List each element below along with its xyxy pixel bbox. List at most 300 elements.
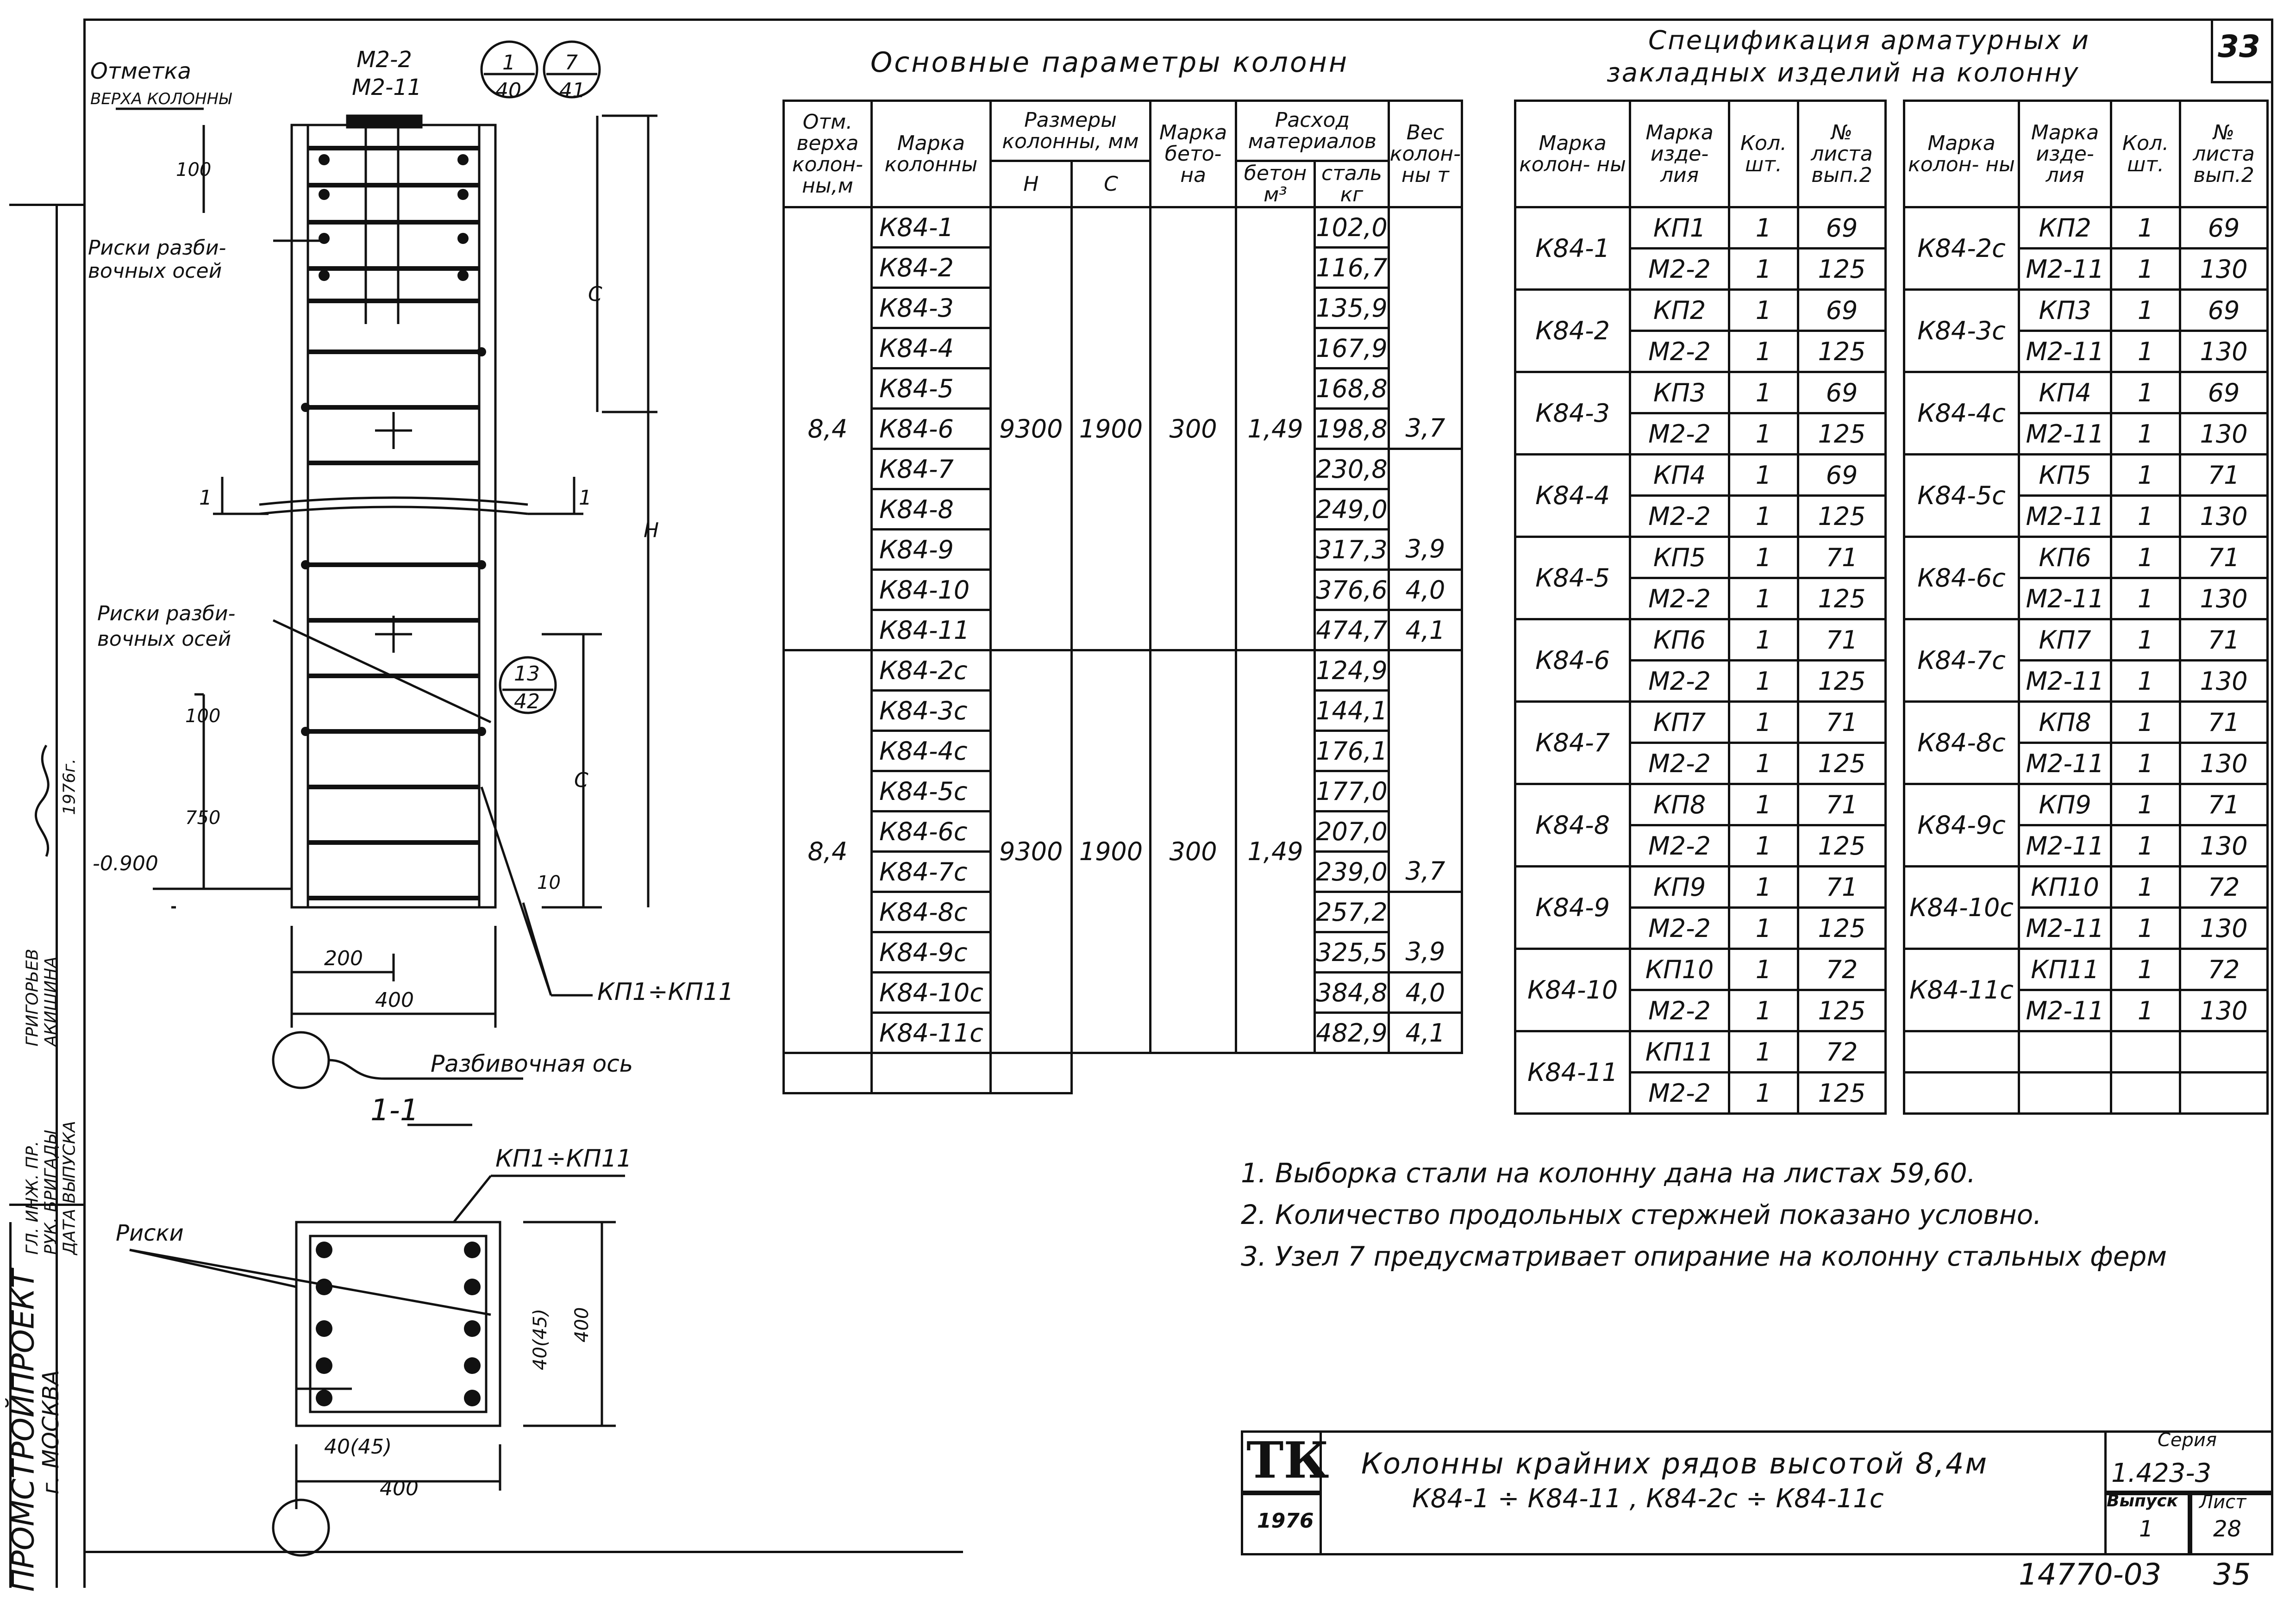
top-elev-label-2: ВЕРХА КОЛОННЫ bbox=[90, 90, 231, 108]
steel-cell: 376,6 bbox=[1315, 570, 1389, 610]
table-row bbox=[784, 650, 1462, 691]
steel-cell: 325,5 bbox=[1315, 932, 1389, 973]
steel-cell: 167,9 bbox=[1315, 328, 1389, 368]
sheet-cell: 71 bbox=[2180, 537, 2268, 578]
column-mark-cell: К84-3 bbox=[1515, 372, 1630, 455]
grade-cell: 300 bbox=[1151, 207, 1236, 650]
qty-cell: 1 bbox=[2111, 743, 2180, 784]
svg-text:С: С bbox=[588, 282, 602, 306]
qty-cell: 1 bbox=[2111, 661, 2180, 702]
column-mark-cell: К84-4с bbox=[1904, 372, 2019, 455]
empty-cell bbox=[2111, 1031, 2180, 1073]
column-mark-cell: К84-7с bbox=[1904, 619, 2019, 702]
sheet-cell: 71 bbox=[1798, 619, 1886, 661]
svg-text:Риски разби-: Риски разби- bbox=[88, 236, 226, 260]
table-row bbox=[1904, 702, 2268, 743]
sheet-cell: 130 bbox=[2180, 908, 2268, 949]
weight-cell bbox=[1389, 691, 1462, 731]
svg-text:400: 400 bbox=[380, 1477, 419, 1500]
steel-cell: 177,0 bbox=[1315, 771, 1389, 811]
sheet-cell: 71 bbox=[1798, 867, 1886, 908]
qty-cell: 1 bbox=[2111, 413, 2180, 455]
sheet-cell: 125 bbox=[1798, 413, 1886, 455]
tk-logo: ТК bbox=[1246, 1431, 1329, 1490]
sheet-cell: 69 bbox=[2180, 207, 2268, 249]
svg-text:1: 1 bbox=[579, 486, 592, 510]
spec-table-left: Марка колон- ны Марка изде- лия Кол. шт. № листа вып.2 К84-1 КП1 1 69 М2-2 1 125 К84-2 КП2 1 69 М2-2 1 125 К84-3 КП3 1 69 М2-2 1 125 К84-4 КП4 1 69 М2-2 1 125 К84-5 КП5 1 71 М2-2 1 125 К84-6 КП6 1 71 М2-2 1 125 К84-7 КП7 1 71 М2-2 1 125 К84-8 КП8 1 71 М2-2 1 125 К84-9 КП9 1 71 М2-2 1 125 К84-10 КП10 1 72 М2-2 1 125 К84-11 КП11 1 72 М2-2 1 125 bbox=[1514, 100, 1887, 1115]
item-mark-cell: КП11 bbox=[1630, 1031, 1729, 1073]
mark-cell: К84-8 bbox=[871, 489, 990, 530]
steel-cell: 207,0 bbox=[1315, 811, 1389, 852]
column-mark-cell: К84-6 bbox=[1515, 619, 1630, 702]
weight-cell: 4,1 bbox=[1389, 1013, 1462, 1053]
mark-cell: К84-4с bbox=[871, 731, 990, 771]
table-row bbox=[1515, 784, 1886, 825]
table-row bbox=[1515, 372, 1886, 413]
item-mark-cell: М2-11 bbox=[2019, 413, 2111, 455]
sheet-cell: 69 bbox=[1798, 290, 1886, 331]
column-mark-cell: К84-3с bbox=[1904, 290, 2019, 372]
sheet-cell: 125 bbox=[1798, 496, 1886, 537]
svg-text:С: С bbox=[574, 768, 588, 792]
series-number: 1.423-3 bbox=[2111, 1458, 2212, 1488]
sheet-cell: 130 bbox=[2180, 578, 2268, 619]
svg-text:КП1÷КП11: КП1÷КП11 bbox=[597, 978, 734, 1006]
table-row bbox=[1904, 207, 2268, 249]
svg-text:Риски: Риски bbox=[116, 1220, 184, 1246]
qty-cell: 1 bbox=[1729, 1073, 1798, 1114]
steel-cell: 474,7 bbox=[1315, 610, 1389, 650]
svg-text:200: 200 bbox=[324, 947, 363, 970]
item-mark-cell: М2-2 bbox=[1630, 908, 1729, 949]
mark-cell: К84-11с bbox=[871, 1013, 990, 1053]
steel-cell: 135,9 bbox=[1315, 288, 1389, 328]
weight-cell: 3,9 bbox=[1389, 932, 1462, 973]
sheet-cell: 71 bbox=[1798, 784, 1886, 825]
steel-cell: 144,1 bbox=[1315, 691, 1389, 731]
item-mark-cell: КП1 bbox=[1630, 207, 1729, 249]
svg-text:7: 7 bbox=[565, 51, 578, 75]
qty-cell: 1 bbox=[1729, 537, 1798, 578]
params-table: Отм. верха колон- ны,м Марка колонны Размеры колонны, мм Марка бето- на Расход материалов Вес колон- ны т Н С бетон м³ сталь кг 8,4 К84-1 9300 1900 300 1,49 102,0 К84-2 116,7 К84-3 135,9 К84-4 167,9 К84-5 168,8 К84-6 198,8 3,7 К84-7 230,8 К84-8 249,0 К84-9 317,3 3,9 К84-10 376,6 4,0 К84-11 474,7 4,1 8,4 К84-2с 9300 1900 300 1,49 124,9 К84-3с 144,1 К84-4с 176,1 К84-5с 177,0 К84-6с 207,0 К84-7с 239,0 3,7 К84-8с 257,2 К84-9с 325,5 3,9 К84-10с 384,8 4,0 К84-11с 482,9 4,1 bbox=[782, 100, 1463, 1094]
mark-cell: К84-7с bbox=[871, 852, 990, 892]
column-mark-cell: К84-2с bbox=[1904, 207, 2019, 290]
svg-text:42: 42 bbox=[514, 690, 540, 713]
svg-text:41: 41 bbox=[559, 79, 585, 102]
qty-cell: 1 bbox=[1729, 331, 1798, 372]
svg-text:-0.900: -0.900 bbox=[93, 852, 158, 875]
qty-cell: 1 bbox=[1729, 496, 1798, 537]
item-mark-cell: М2-2 bbox=[1630, 825, 1729, 867]
column-mark-cell: К84-9 bbox=[1515, 867, 1630, 949]
weight-cell bbox=[1389, 207, 1462, 248]
item-mark-cell: М2-2 bbox=[1630, 496, 1729, 537]
table-row bbox=[1515, 537, 1886, 578]
empty-cell bbox=[990, 1053, 1071, 1093]
sheet-cell: 130 bbox=[2180, 249, 2268, 290]
sheet-cell: 125 bbox=[1798, 578, 1886, 619]
item-mark-cell: КП8 bbox=[1630, 784, 1729, 825]
sheet-cell: 130 bbox=[2180, 331, 2268, 372]
qty-cell: 1 bbox=[1729, 825, 1798, 867]
weight-cell bbox=[1389, 811, 1462, 852]
item-mark-cell: М2-11 bbox=[2019, 825, 2111, 867]
qty-cell: 1 bbox=[1729, 455, 1798, 496]
item-mark-cell: КП7 bbox=[2019, 619, 2111, 661]
item-mark-cell: М2-11 bbox=[2019, 331, 2111, 372]
sheet-cell: 125 bbox=[1798, 661, 1886, 702]
qty-cell: 1 bbox=[2111, 207, 2180, 249]
mark-cell: К84-6 bbox=[871, 409, 990, 449]
qty-cell: 1 bbox=[2111, 578, 2180, 619]
qty-cell: 1 bbox=[1729, 990, 1798, 1031]
table-row bbox=[1515, 207, 1886, 249]
item-mark-cell: М2-11 bbox=[2019, 990, 2111, 1031]
qty-cell: 1 bbox=[2111, 537, 2180, 578]
archive-number: 14770-03 bbox=[2019, 1558, 2162, 1592]
table-row-empty bbox=[784, 1053, 1462, 1093]
svg-text:100: 100 bbox=[185, 705, 221, 727]
item-mark-cell: КП3 bbox=[2019, 290, 2111, 331]
item-mark-cell: М2-2 bbox=[1630, 743, 1729, 784]
params-title: Основные параметры колонн bbox=[870, 46, 1349, 79]
svg-text:100: 100 bbox=[176, 159, 212, 181]
sheet-cell: 125 bbox=[1798, 1073, 1886, 1114]
note-1: 1. Выборка стали на колонну дана на листах 59,60. bbox=[1241, 1157, 1976, 1189]
column-mark-cell: К84-9с bbox=[1904, 784, 2019, 867]
qty-cell: 1 bbox=[2111, 455, 2180, 496]
title-line-2: К84-1 ÷ К84-11 , К84-2с ÷ К84-11с bbox=[1412, 1484, 1884, 1514]
h-cell: 9300 bbox=[990, 650, 1071, 1053]
steel-cell: 198,8 bbox=[1315, 409, 1389, 449]
item-mark-cell: КП9 bbox=[2019, 784, 2111, 825]
sheet-cell: 125 bbox=[1798, 249, 1886, 290]
mark-cell: К84-5 bbox=[871, 368, 990, 409]
title-line-1: Колонны крайних рядов высотой 8,4м bbox=[1361, 1447, 1989, 1480]
table-row bbox=[1515, 1031, 1886, 1073]
mark-cell: К84-4 bbox=[871, 328, 990, 368]
item-mark-cell: М2-11 bbox=[2019, 249, 2111, 290]
table-row bbox=[1515, 867, 1886, 908]
c-cell: 1900 bbox=[1071, 650, 1151, 1053]
sheet-cell: 72 bbox=[1798, 1031, 1886, 1073]
qty-cell: 1 bbox=[2111, 702, 2180, 743]
sheet-cell: 125 bbox=[1798, 331, 1886, 372]
qty-cell: 1 bbox=[2111, 496, 2180, 537]
column-mark-cell: К84-4 bbox=[1515, 455, 1630, 537]
svg-text:750: 750 bbox=[185, 807, 221, 829]
elev-cell: 8,4 bbox=[784, 650, 872, 1053]
qty-cell: 1 bbox=[2111, 619, 2180, 661]
c-cell: 1900 bbox=[1071, 207, 1151, 650]
empty-cell bbox=[871, 1053, 990, 1093]
item-mark-cell: М2-2 bbox=[1630, 661, 1729, 702]
weight-cell bbox=[1389, 731, 1462, 771]
column-mark-cell: К84-11с bbox=[1904, 949, 2019, 1031]
column-mark-cell: К84-10с bbox=[1904, 867, 2019, 949]
series-label: Серия bbox=[2158, 1429, 2217, 1451]
steel-cell: 317,3 bbox=[1315, 530, 1389, 570]
svg-text:10: 10 bbox=[537, 872, 561, 893]
item-mark-cell: М2-11 bbox=[2019, 496, 2111, 537]
spec-table-right: Марка колон- ны Марка изде- лия Кол. шт. № листа вып.2 К84-2с КП2 1 69 М2-11 1 130 К84-3с КП3 1 69 М2-11 1 130 К84-4с КП4 1 69 М2-11 1 130 К84-5с КП5 1 71 М2-11 1 130 К84-6с КП6 1 71 М2-11 1 130 К84-7с КП7 1 71 М2-11 1 130 К84-8с КП8 1 71 М2-11 1 130 К84-9с КП9 1 71 М2-11 1 130 К84-10с КП10 1 72 М2-11 1 130 К84-11с КП11 1 72 М2-11 1 130 bbox=[1903, 100, 2269, 1115]
column-mark-cell: К84-2 bbox=[1515, 290, 1630, 372]
item-mark-cell: М2-2 bbox=[1630, 413, 1729, 455]
qty-cell: 1 bbox=[1729, 867, 1798, 908]
empty-cell bbox=[2019, 1031, 2111, 1073]
qty-cell: 1 bbox=[2111, 372, 2180, 413]
weight-cell: 4,0 bbox=[1389, 973, 1462, 1013]
item-mark-cell: КП10 bbox=[2019, 867, 2111, 908]
item-mark-cell: М2-11 bbox=[2019, 661, 2111, 702]
sheet-cell: 125 bbox=[1798, 908, 1886, 949]
qty-cell: 1 bbox=[1729, 1031, 1798, 1073]
qty-cell: 1 bbox=[1729, 743, 1798, 784]
svg-text:400: 400 bbox=[571, 1307, 593, 1342]
table-row bbox=[784, 207, 1462, 248]
table-row bbox=[1515, 455, 1886, 496]
column-mark-cell: К84-11 bbox=[1515, 1031, 1630, 1114]
archive-page: 35 bbox=[2213, 1558, 2251, 1592]
table-row bbox=[1904, 784, 2268, 825]
qty-cell: 1 bbox=[2111, 949, 2180, 990]
mark-cell: К84-1 bbox=[871, 207, 990, 248]
sheet-value: 28 bbox=[2213, 1516, 2242, 1542]
qty-cell: 1 bbox=[1729, 372, 1798, 413]
frame-right-line bbox=[2271, 19, 2273, 1551]
item-mark-cell: М2-2 bbox=[1630, 990, 1729, 1031]
strip-year: 1976г. bbox=[60, 758, 79, 815]
volume-cell: 1,49 bbox=[1236, 650, 1314, 1053]
item-mark-cell: КП7 bbox=[1630, 702, 1729, 743]
steel-cell: 116,7 bbox=[1315, 248, 1389, 288]
item-mark-cell: М2-2 bbox=[1630, 249, 1729, 290]
qty-cell: 1 bbox=[2111, 825, 2180, 867]
mark-cell: К84-8с bbox=[871, 892, 990, 932]
item-mark-cell: КП5 bbox=[2019, 455, 2111, 496]
qty-cell: 1 bbox=[2111, 908, 2180, 949]
embedded-bottom: М2-11 bbox=[352, 75, 422, 100]
steel-cell: 249,0 bbox=[1315, 489, 1389, 530]
svg-text:13: 13 bbox=[514, 662, 540, 686]
qty-cell: 1 bbox=[2111, 249, 2180, 290]
sheet-cell: 125 bbox=[1798, 743, 1886, 784]
mark-cell: К84-9с bbox=[871, 932, 990, 973]
mark-cell: К84-3с bbox=[871, 691, 990, 731]
mark-cell: К84-7 bbox=[871, 449, 990, 489]
svg-text:Разбивочная ось: Разбивочная ось bbox=[431, 1050, 633, 1077]
sheet-cell: 130 bbox=[2180, 825, 2268, 867]
table-row bbox=[1904, 537, 2268, 578]
role-2: РУК. БРИГАДЫ bbox=[41, 1130, 61, 1255]
svg-text:вочных осей: вочных осей bbox=[88, 259, 222, 283]
column-mark-cell: К84-8 bbox=[1515, 784, 1630, 867]
name-1: ГРИГОРЬЕВ bbox=[23, 949, 42, 1047]
weight-cell bbox=[1389, 288, 1462, 328]
qty-cell: 1 bbox=[1729, 413, 1798, 455]
sheet-cell: 71 bbox=[2180, 784, 2268, 825]
item-mark-cell: М2-11 bbox=[2019, 743, 2111, 784]
svg-text:вочных осей: вочных осей bbox=[97, 627, 231, 651]
weight-cell: 3,9 bbox=[1389, 530, 1462, 570]
item-mark-cell: КП5 bbox=[1630, 537, 1729, 578]
svg-text:Н: Н bbox=[644, 518, 659, 542]
weight-cell: 4,1 bbox=[1389, 610, 1462, 650]
column-mark-cell: К84-7 bbox=[1515, 702, 1630, 784]
note-3: 3. Узел 7 предусматривает опирание на колонну стальных ферм bbox=[1241, 1241, 2167, 1272]
item-mark-cell: М2-2 bbox=[1630, 578, 1729, 619]
qty-cell: 1 bbox=[2111, 290, 2180, 331]
empty-cell bbox=[2019, 1073, 2111, 1114]
qty-cell: 1 bbox=[1729, 908, 1798, 949]
mark-cell: К84-2 bbox=[871, 248, 990, 288]
weight-cell bbox=[1389, 892, 1462, 932]
role-1: ГЛ. ИНЖ. ПР. bbox=[23, 1141, 42, 1255]
sheet-cell: 71 bbox=[2180, 455, 2268, 496]
issue-number: 1 bbox=[2139, 1516, 2153, 1542]
sheet-cell: 130 bbox=[2180, 661, 2268, 702]
qty-cell: 1 bbox=[2111, 867, 2180, 908]
bottom-line bbox=[83, 1551, 963, 1553]
table-row bbox=[1515, 290, 1886, 331]
item-mark-cell: КП4 bbox=[2019, 372, 2111, 413]
weight-cell bbox=[1389, 449, 1462, 489]
steel-cell: 239,0 bbox=[1315, 852, 1389, 892]
steel-cell: 257,2 bbox=[1315, 892, 1389, 932]
column-mark-cell: К84-10 bbox=[1515, 949, 1630, 1031]
weight-cell: 3,7 bbox=[1389, 852, 1462, 892]
sheet-cell: 72 bbox=[1798, 949, 1886, 990]
item-mark-cell: М2-11 bbox=[2019, 908, 2111, 949]
table-row bbox=[1515, 949, 1886, 990]
qty-cell: 1 bbox=[1729, 702, 1798, 743]
column-mark-cell: К84-6с bbox=[1904, 537, 2019, 619]
item-mark-cell: КП10 bbox=[1630, 949, 1729, 990]
name-2: АКИШИНА bbox=[41, 956, 61, 1047]
qty-cell: 1 bbox=[1729, 661, 1798, 702]
table-row-empty bbox=[1904, 1031, 2268, 1073]
sheet-cell: 71 bbox=[2180, 619, 2268, 661]
sheet-cell: 130 bbox=[2180, 413, 2268, 455]
embedded-top: М2-2 bbox=[357, 47, 412, 73]
item-mark-cell: КП9 bbox=[1630, 867, 1729, 908]
sheet-number: 33 bbox=[2218, 29, 2260, 64]
table-row bbox=[1904, 290, 2268, 331]
weight-cell: 4,0 bbox=[1389, 570, 1462, 610]
svg-text:КП1÷КП11: КП1÷КП11 bbox=[495, 1145, 632, 1173]
table-row bbox=[1904, 949, 2268, 990]
spec-title-1: Спецификация арматурных и bbox=[1648, 25, 2090, 56]
sheet-cell: 125 bbox=[1798, 825, 1886, 867]
sheet-cell: 69 bbox=[2180, 290, 2268, 331]
weight-cell bbox=[1389, 771, 1462, 811]
qty-cell: 1 bbox=[1729, 578, 1798, 619]
qty-cell: 1 bbox=[1729, 619, 1798, 661]
steel-cell: 102,0 bbox=[1315, 207, 1389, 248]
mark-cell: К84-10 bbox=[871, 570, 990, 610]
steel-cell: 124,9 bbox=[1315, 650, 1389, 691]
item-mark-cell: КП2 bbox=[2019, 207, 2111, 249]
sheet-cell: 72 bbox=[2180, 867, 2268, 908]
sheet-cell: 69 bbox=[1798, 207, 1886, 249]
item-mark-cell: КП6 bbox=[2019, 537, 2111, 578]
empty-cell bbox=[1904, 1073, 2019, 1114]
item-mark-cell: КП6 bbox=[1630, 619, 1729, 661]
item-mark-cell: КП2 bbox=[1630, 290, 1729, 331]
spec-title-2: закладных изделий на колонну bbox=[1607, 58, 2080, 88]
weight-cell bbox=[1389, 650, 1462, 691]
item-mark-cell: М2-11 bbox=[2019, 578, 2111, 619]
sheet-cell: 69 bbox=[2180, 372, 2268, 413]
sheet-cell: 125 bbox=[1798, 990, 1886, 1031]
role-3: ДАТА ВЫПУСКА bbox=[60, 1121, 79, 1255]
issue-label: Выпуск bbox=[2107, 1492, 2178, 1511]
weight-cell bbox=[1389, 489, 1462, 530]
mark-cell: К84-2с bbox=[871, 650, 990, 691]
qty-cell: 1 bbox=[1729, 207, 1798, 249]
qty-cell: 1 bbox=[2111, 784, 2180, 825]
grade-cell: 300 bbox=[1151, 650, 1236, 1053]
weight-cell bbox=[1389, 328, 1462, 368]
svg-text:1: 1 bbox=[199, 486, 212, 510]
item-mark-cell: М2-2 bbox=[1630, 1073, 1729, 1114]
steel-cell: 384,8 bbox=[1315, 973, 1389, 1013]
mark-cell: К84-10с bbox=[871, 973, 990, 1013]
svg-text:1: 1 bbox=[502, 51, 515, 75]
weight-cell: 3,7 bbox=[1389, 409, 1462, 449]
sheet-cell: 71 bbox=[2180, 702, 2268, 743]
table-row bbox=[1904, 867, 2268, 908]
sheet-cell: 71 bbox=[1798, 702, 1886, 743]
elev-cell: 8,4 bbox=[784, 207, 872, 650]
column-mark-cell: К84-8с bbox=[1904, 702, 2019, 784]
table-row bbox=[1904, 455, 2268, 496]
table-row bbox=[1515, 619, 1886, 661]
mark-cell: К84-5с bbox=[871, 771, 990, 811]
sheet-cell: 69 bbox=[1798, 372, 1886, 413]
column-mark-cell: К84-5с bbox=[1904, 455, 2019, 537]
qty-cell: 1 bbox=[1729, 949, 1798, 990]
item-mark-cell: КП3 bbox=[1630, 372, 1729, 413]
column-mark-cell: К84-5 bbox=[1515, 537, 1630, 619]
qty-cell: 1 bbox=[2111, 990, 2180, 1031]
h-cell: 9300 bbox=[990, 207, 1071, 650]
svg-text:Риски разби-: Риски разби- bbox=[97, 602, 236, 625]
sheet-cell: 69 bbox=[1798, 455, 1886, 496]
svg-text:400: 400 bbox=[375, 988, 414, 1012]
org-name: ПРОМСТРОЙПРОЕКТ bbox=[5, 1269, 41, 1592]
empty-cell bbox=[1904, 1031, 2019, 1073]
org-city: г. МОСКВА bbox=[38, 1370, 64, 1494]
item-mark-cell: М2-2 bbox=[1630, 331, 1729, 372]
steel-cell: 168,8 bbox=[1315, 368, 1389, 409]
weight-cell bbox=[1389, 248, 1462, 288]
qty-cell: 1 bbox=[2111, 331, 2180, 372]
empty-cell bbox=[2111, 1073, 2180, 1114]
sheet-cell: 130 bbox=[2180, 496, 2268, 537]
qty-cell: 1 bbox=[1729, 784, 1798, 825]
svg-text:40(45): 40(45) bbox=[324, 1435, 392, 1459]
mark-cell: К84-11 bbox=[871, 610, 990, 650]
column-mark-cell: К84-1 bbox=[1515, 207, 1630, 290]
empty-cell bbox=[784, 1053, 872, 1093]
steel-cell: 176,1 bbox=[1315, 731, 1389, 771]
sheet-label: Лист bbox=[2199, 1492, 2246, 1513]
item-mark-cell: КП11 bbox=[2019, 949, 2111, 990]
sheet-cell: 72 bbox=[2180, 949, 2268, 990]
steel-cell: 230,8 bbox=[1315, 449, 1389, 489]
sheet-cell: 71 bbox=[1798, 537, 1886, 578]
